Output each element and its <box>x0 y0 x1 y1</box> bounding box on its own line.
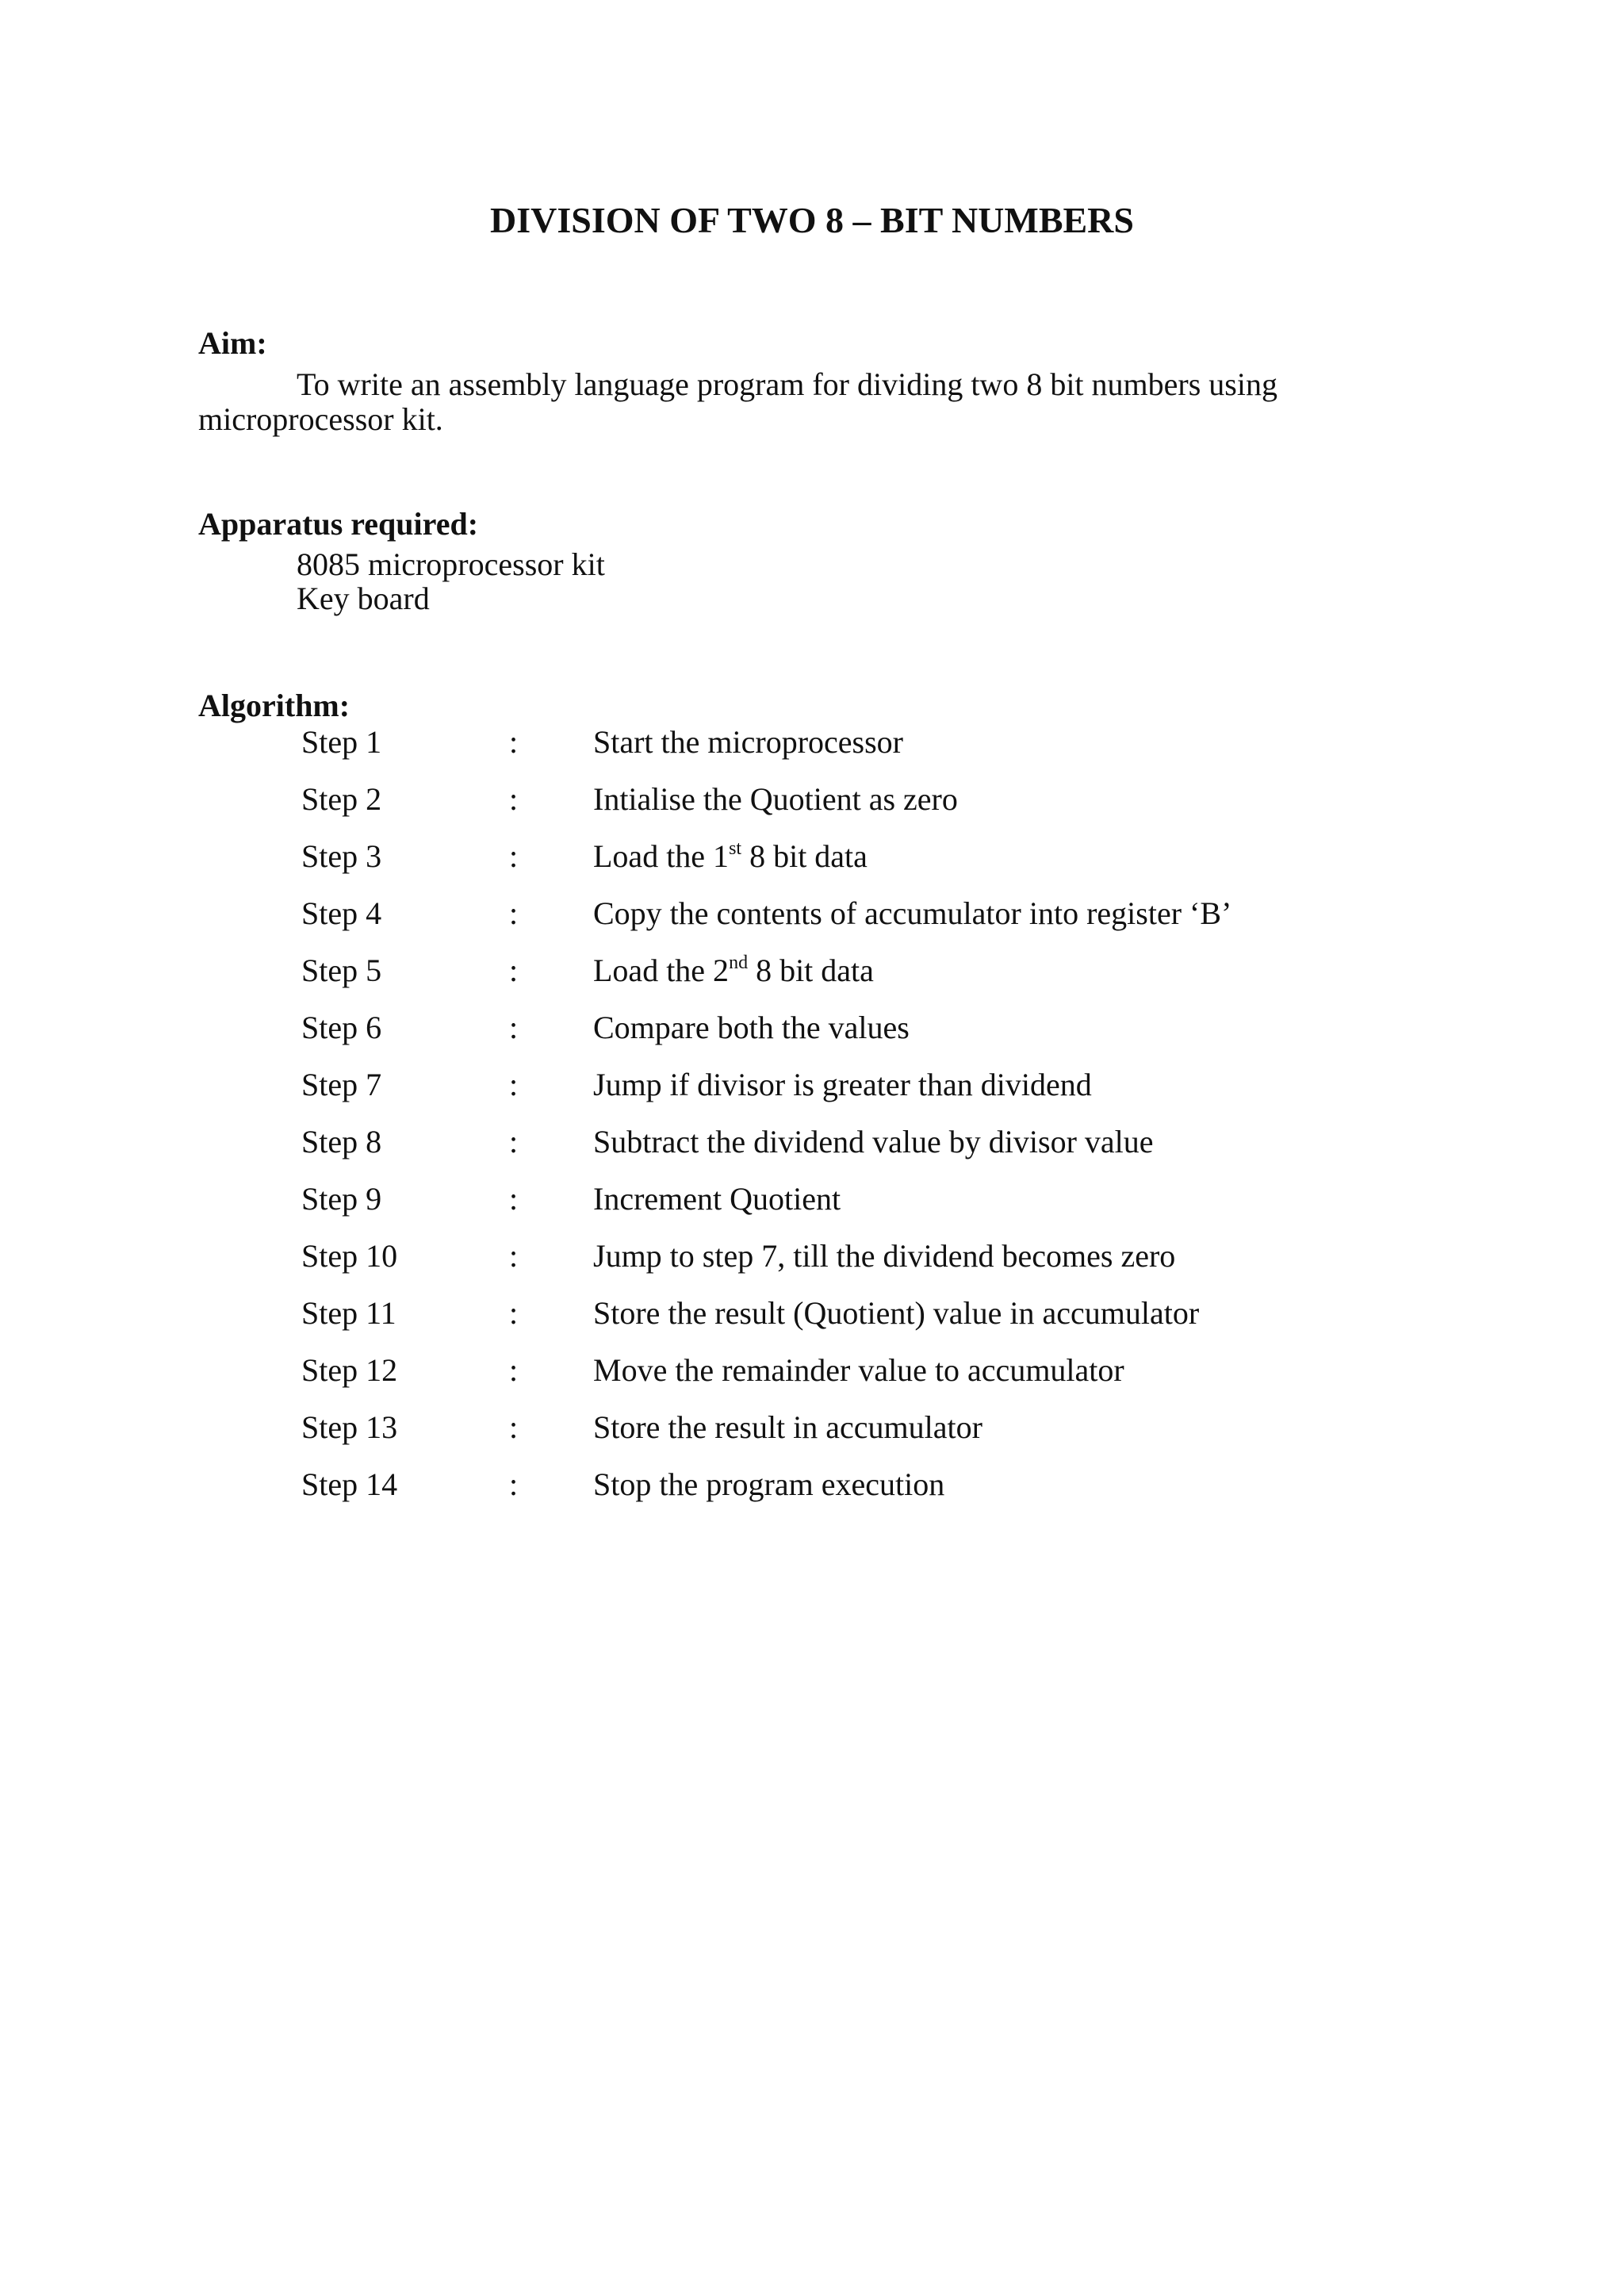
algorithm-step <box>0 1063 1624 1107</box>
step-label: Step 12 <box>301 1352 398 1388</box>
step-label: Step 1 <box>301 724 382 760</box>
step-description: Subtract the dividend value by divisor value <box>593 1124 1154 1159</box>
aim-text <box>198 367 1435 437</box>
algorithm-step <box>0 1291 1624 1336</box>
algorithm-step <box>0 1120 1624 1164</box>
algorithm-step <box>0 720 1624 765</box>
algorithm-step <box>0 949 1624 993</box>
algorithm-step <box>0 834 1624 879</box>
algorithm-step <box>0 1405 1624 1450</box>
step-label: Step 14 <box>301 1466 398 1502</box>
step-description: Jump if divisor is greater than dividend <box>593 1067 1092 1102</box>
step-description-text: Load the 1 <box>593 838 730 874</box>
step-description-text: 8 bit data <box>748 953 874 988</box>
algorithm-heading: Algorithm: <box>198 688 350 723</box>
step-description: Intialise the Quotient as zero <box>593 781 958 817</box>
algorithm-step <box>0 1462 1624 1507</box>
step-description-text: 8 bit data <box>741 838 868 874</box>
step-label: Step 9 <box>301 1181 382 1217</box>
step-description <box>593 834 868 879</box>
step-separator: : <box>509 895 519 931</box>
step-separator: : <box>509 781 519 817</box>
step-label: Step 11 <box>301 1295 396 1331</box>
step-separator: : <box>509 1010 519 1045</box>
step-separator: : <box>509 838 519 874</box>
step-separator: : <box>509 1181 519 1217</box>
apparatus-item: Key board <box>297 581 430 616</box>
step-separator: : <box>509 1409 519 1445</box>
step-label: Step 6 <box>301 1010 382 1045</box>
step-description: Start the microprocessor <box>593 724 903 760</box>
step-description: Store the result in accumulator <box>593 1409 982 1445</box>
ordinal-superscript: st <box>729 838 742 859</box>
algorithm-step <box>0 1348 1624 1393</box>
algorithm-step <box>0 1177 1624 1221</box>
step-separator: : <box>509 1067 519 1102</box>
step-description: Increment Quotient <box>593 1181 841 1217</box>
aim-heading: Aim: <box>198 325 267 361</box>
step-separator: : <box>509 1124 519 1159</box>
apparatus-heading: Apparatus required: <box>198 506 479 542</box>
step-description <box>593 949 874 993</box>
step-description: Copy the contents of accumulator into register ‘B’ <box>593 895 1232 931</box>
step-separator: : <box>509 1238 519 1274</box>
step-separator: : <box>509 953 519 988</box>
step-description: Stop the program execution <box>593 1466 945 1502</box>
algorithm-step <box>0 891 1624 936</box>
algorithm-step <box>0 1234 1624 1278</box>
step-separator: : <box>509 1466 519 1502</box>
step-label: Step 2 <box>301 781 382 817</box>
step-separator: : <box>509 724 519 760</box>
step-label: Step 4 <box>301 895 382 931</box>
step-description-text: Load the 2 <box>593 953 730 988</box>
step-description: Store the result (Quotient) value in accumulator <box>593 1295 1200 1331</box>
ordinal-superscript: nd <box>729 953 749 973</box>
step-label: Step 5 <box>301 953 382 988</box>
step-description: Compare both the values <box>593 1010 910 1045</box>
apparatus-item: 8085 microprocessor kit <box>297 546 605 582</box>
step-label: Step 7 <box>301 1067 382 1102</box>
algorithm-step <box>0 1006 1624 1050</box>
step-label: Step 13 <box>301 1409 398 1445</box>
page-title: DIVISION OF TWO 8 – BIT NUMBERS <box>490 200 1134 240</box>
step-label: Step 10 <box>301 1238 398 1274</box>
algorithm-step <box>0 777 1624 822</box>
step-separator: : <box>509 1295 519 1331</box>
step-label: Step 8 <box>301 1124 382 1159</box>
step-separator: : <box>509 1352 519 1388</box>
step-label: Step 3 <box>301 838 382 874</box>
step-description: Jump to step 7, till the dividend becomes zero <box>593 1238 1176 1274</box>
aim-text-content: To write an assembly language program for dividing two 8 bit numbers using microprocessor kit. <box>198 366 1277 437</box>
step-description: Move the remainder value to accumulator <box>593 1352 1124 1388</box>
